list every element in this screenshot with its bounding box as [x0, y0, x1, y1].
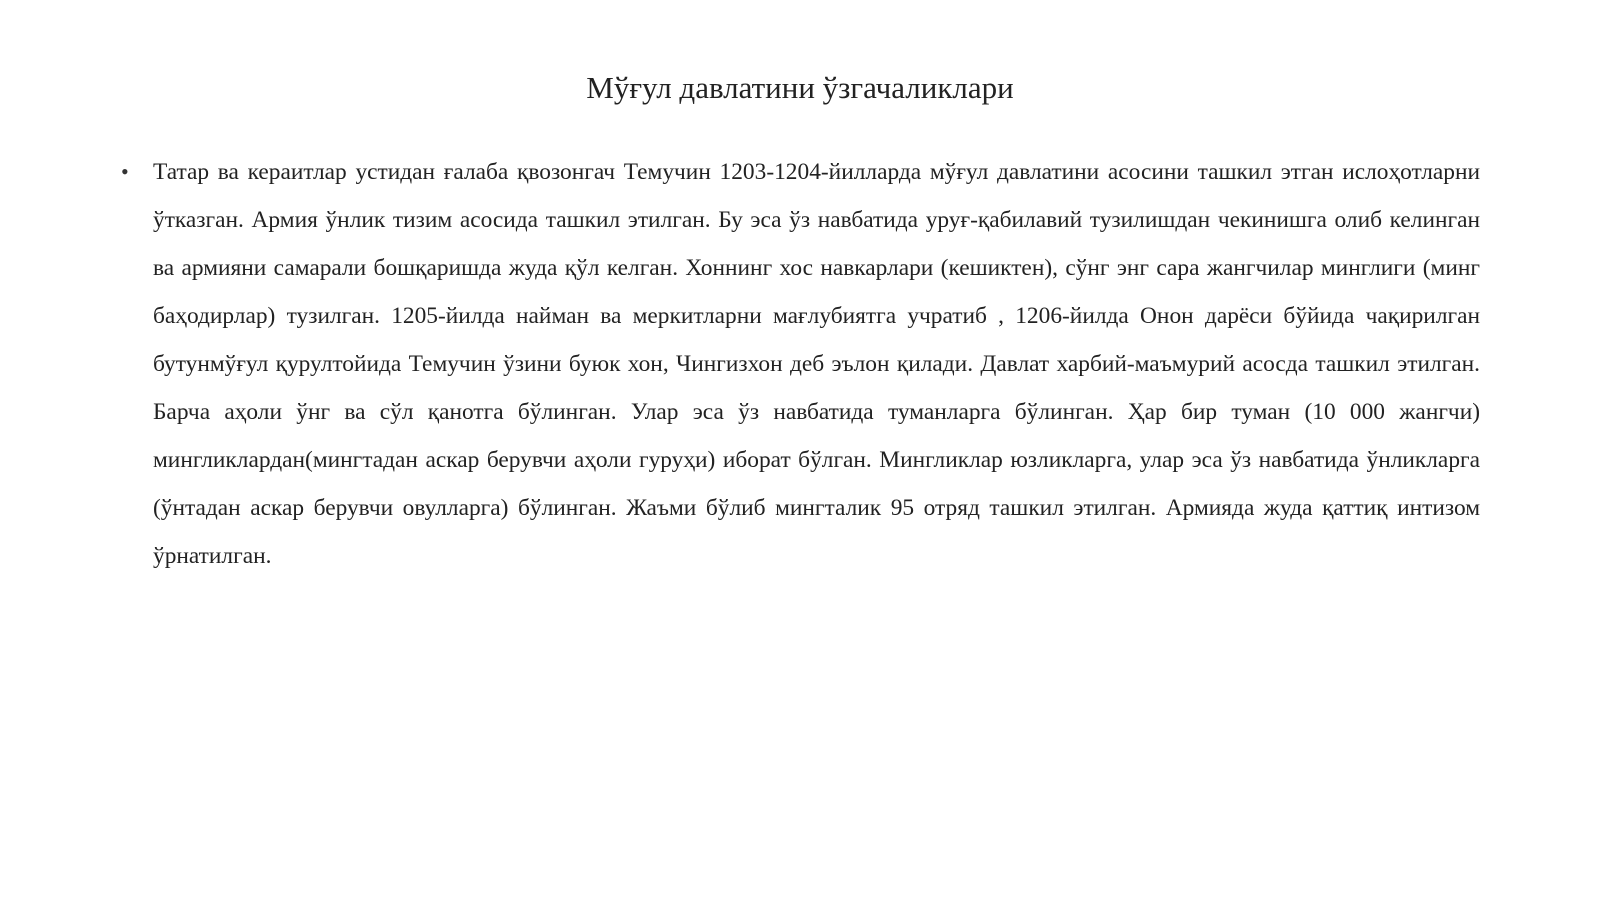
bullet-list [117, 148, 1480, 580]
bullet-item [117, 148, 1480, 580]
bullet-marker-icon: • [121, 159, 129, 184]
bullet-text: Татар ва кераитлар устидан ғалаба қвозонгач Темучин 1203-1204-йилларда мўғул давлатини асосини ташкил этган ислоҳотларни ўтказган. Армия ўнлик тизим асосида ташкил этилган. Бу эса ўз навбатида уруғ-қабилавий тузилишдан чекинишга олиб келинган ва армияни самарали бошқаришда жуда қўл келган. Хоннинг хос навкарлари (кешиктен), сўнг энг сара жангчилар минглиги (минг баҳодирлар) тузилган. 1205-йилда найман ва меркитларни мағлубиятга учратиб , 1206-йилда Онон дарёси бўйида чақирилган бутунмўғул қурултойида Темучин ўзини буюк хон, Чингизхон деб эълон қилади. Давлат харбий-маъмурий асосда ташкил этилган. Барча аҳоли ўнг ва сўл қанотга бўлинган. Улар эса ўз навбатида туманларга бўлинган. Ҳар бир туман (10 000 жангчи) мингликлардан(мингтадан аскар берувчи аҳоли гуруҳи) иборат бўлган. Мингликлар юзликларга, улар эса ўз навбатида ўнликларга (ўнтадан аскар берувчи овулларга) бўлинган. Жаъми бўлиб мингталик 95 отряд ташкил этилган. Армияда жуда қаттиқ интизом ўрнатилган. [153, 159, 1480, 569]
slide-body [117, 148, 1480, 580]
slide-title: Мўғул давлатини ўзгачаликлари [586, 70, 1014, 105]
